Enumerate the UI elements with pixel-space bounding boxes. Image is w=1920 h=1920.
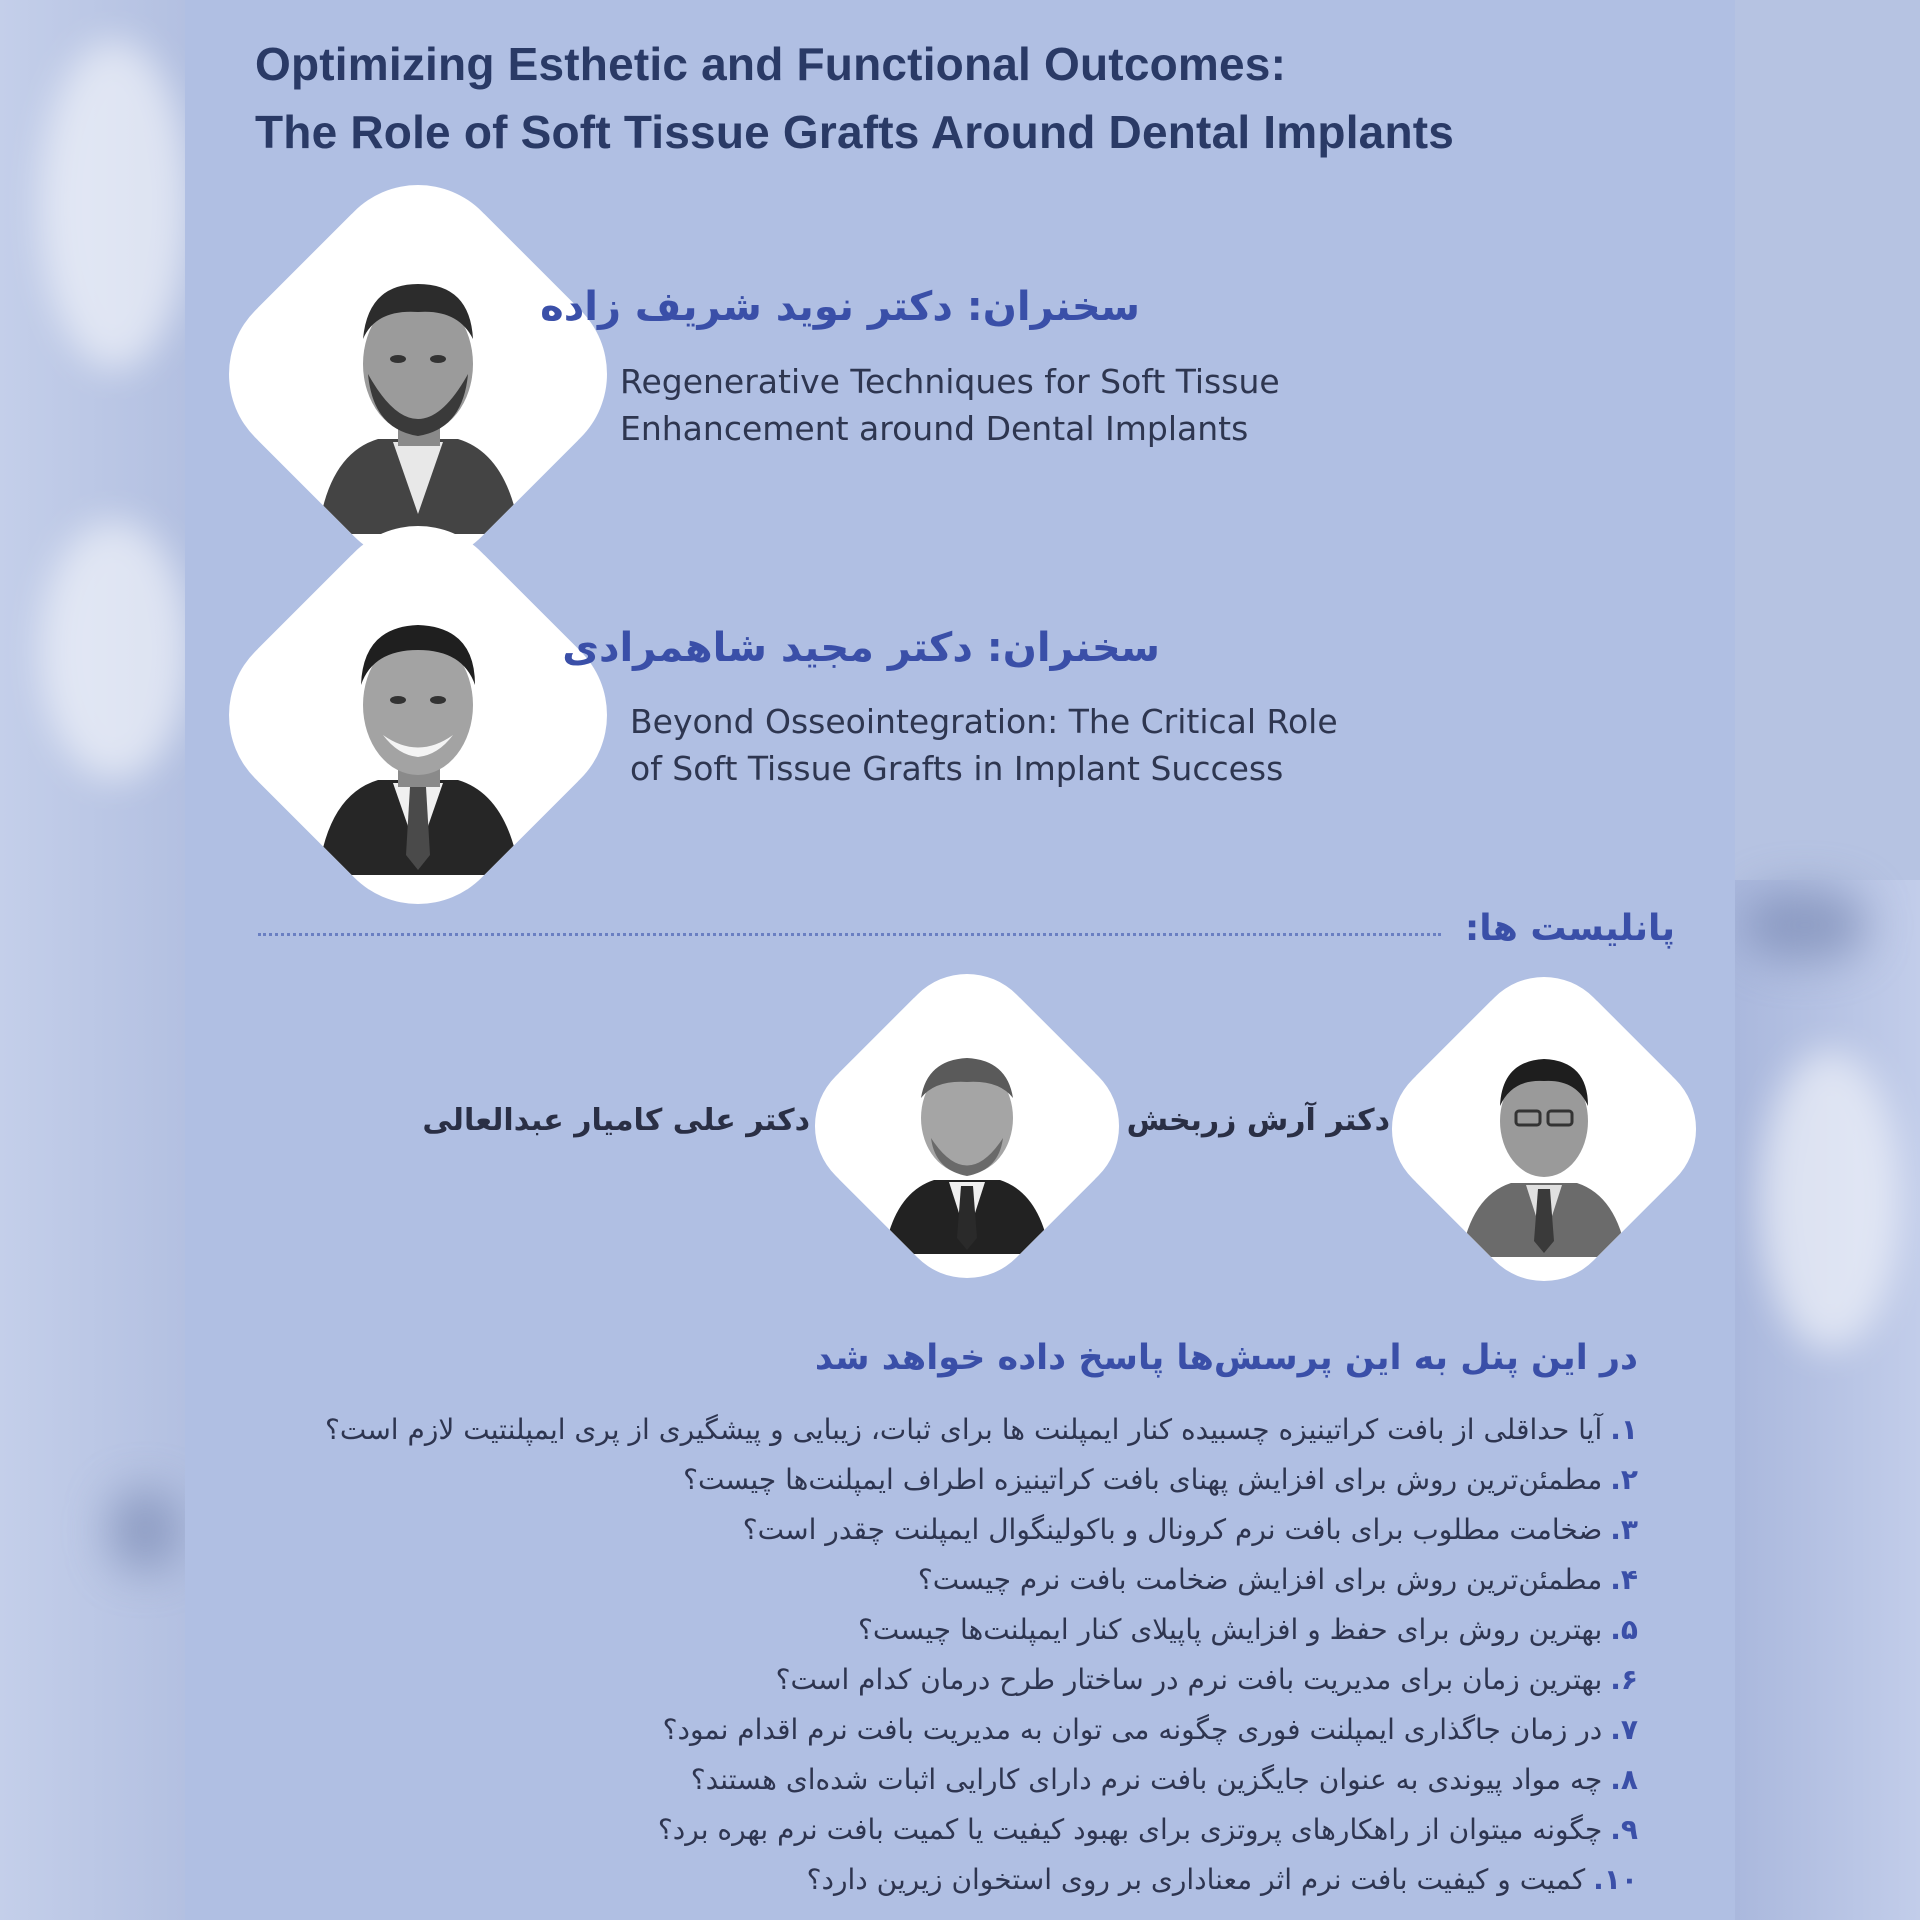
title-line-1: Optimizing Esthetic and Functional Outcomes: [255, 38, 1287, 90]
question-text: بهترین زمان برای مدیریت بافت نرم در ساختار طرح درمان کدام است؟ [775, 1663, 1603, 1696]
blurred-right-margin [1735, 880, 1920, 1920]
question-number: ۸. [1610, 1763, 1638, 1796]
speaker-1-talk-title [620, 358, 1280, 452]
question-item [218, 1755, 1638, 1805]
blur-shadow [110, 1490, 180, 1570]
question-item [218, 1855, 1638, 1905]
panelists-heading: پانلیست ها: [1464, 908, 1675, 949]
question-item [218, 1405, 1638, 1455]
speaker-2-name: سخنران: دکتر مجید شاهمرادی [562, 625, 1160, 671]
speaker-2-talk-line-2: of Soft Tissue Grafts in Implant Success [630, 749, 1284, 788]
speaker-1-talk-line-2: Enhancement around Dental Implants [620, 409, 1249, 448]
question-text: آیا حداقلی از بافت کراتینیزه چسبیده کنار ایمپلنت ها برای ثبات، زیبایی و پیشگیری از پری ایمپلنتیت لازم است؟ [324, 1413, 1603, 1446]
speaker-2-talk-title [630, 698, 1338, 792]
question-number: ۱. [1610, 1413, 1638, 1446]
speaker-1-talk-line-1: Regenerative Techniques for Soft Tissue [620, 362, 1280, 401]
question-item [218, 1655, 1638, 1705]
questions-list [218, 1405, 1638, 1905]
question-item [218, 1505, 1638, 1555]
question-number: ۲. [1610, 1463, 1638, 1496]
blur-shadow [1745, 890, 1865, 960]
question-number: ۱۰. [1593, 1863, 1638, 1896]
question-text: مطمئن‌ترین روش برای افزایش ضخامت بافت نرم چیست؟ [917, 1563, 1603, 1596]
speaker-1-name: سخنران: دکتر نوید شریف زاده [540, 284, 1140, 330]
question-text: چه مواد پیوندی به عنوان جایگزین بافت نرم دارای کارایی اثبات شده‌ای هستند؟ [690, 1763, 1603, 1796]
question-text: ضخامت مطلوب برای بافت نرم کرونال و باکولینگوال ایمپلنت چقدر است؟ [742, 1513, 1603, 1546]
question-text: در زمان جاگذاری ایمپلنت فوری چگونه می توان به مدیریت بافت نرم اقدام نمود؟ [662, 1713, 1603, 1746]
question-item [218, 1555, 1638, 1605]
section-divider [258, 933, 1441, 936]
question-item [218, 1805, 1638, 1855]
question-number: ۵. [1610, 1613, 1638, 1646]
speaker-2-talk-line-1: Beyond Osseointegration: The Critical Role [630, 702, 1338, 741]
blur-highlight [40, 40, 190, 370]
question-item [218, 1455, 1638, 1505]
question-text: کمیت و کیفیت بافت نرم اثر معناداری بر روی استخوان زیرین دارد؟ [806, 1863, 1586, 1896]
question-number: ۴. [1610, 1563, 1638, 1596]
question-text: چگونه میتوان از راهکارهای پروتزی برای بهبود کیفیت یا کمیت بافت نرم بهره برد؟ [657, 1813, 1603, 1846]
title-line-2: The Role of Soft Tissue Grafts Around Dental Implants [255, 106, 1455, 158]
blur-highlight [40, 520, 190, 780]
question-number: ۹. [1610, 1813, 1638, 1846]
blur-highlight [1760, 1050, 1900, 1350]
question-item [218, 1605, 1638, 1655]
question-number: ۷. [1610, 1713, 1638, 1746]
question-text: مطمئن‌ترین روش برای افزایش پهنای بافت کراتینیزه اطراف ایمپلنت‌ها چیست؟ [683, 1463, 1603, 1496]
panelist-2-name: دکتر علی کامیار عبدالعالی [422, 1103, 810, 1138]
questions-heading: در این پنل به این پرسش‌ها پاسخ داده خواهد شد [814, 1338, 1638, 1378]
question-number: ۶. [1610, 1663, 1638, 1696]
question-number: ۳. [1610, 1513, 1638, 1546]
question-item [218, 1705, 1638, 1755]
question-text: بهترین روش برای حفظ و افزایش پاپیلای کنار ایمپلنت‌ها چیست؟ [858, 1613, 1603, 1646]
panelist-1-name: دکتر آرش زربخش [1126, 1103, 1390, 1138]
page-title [255, 30, 1705, 166]
